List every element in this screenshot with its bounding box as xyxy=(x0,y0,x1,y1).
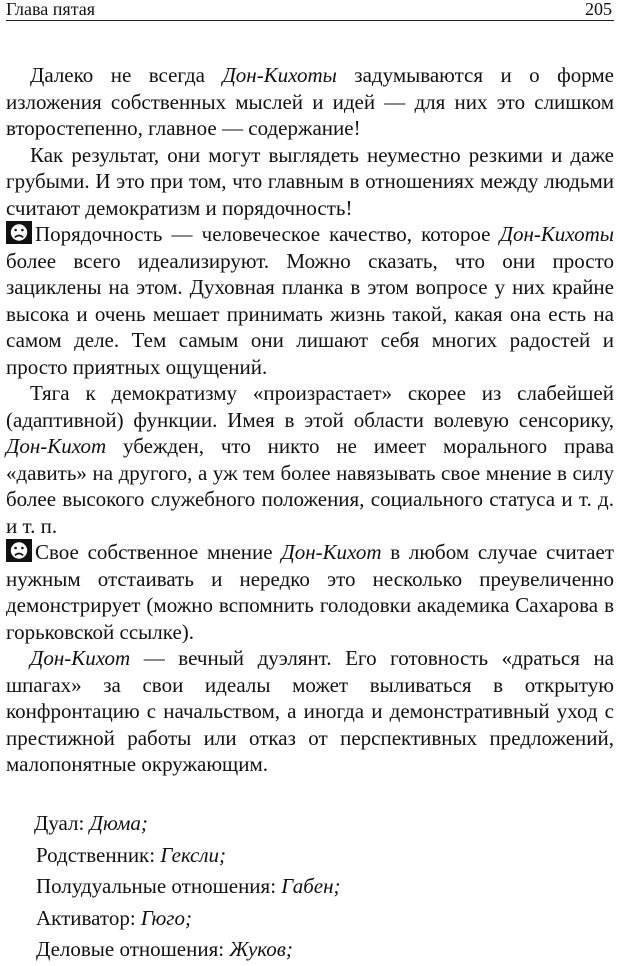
relation-value: Дюма; xyxy=(89,811,148,835)
italic-term: Дон-Кихоты xyxy=(222,63,337,87)
running-header xyxy=(6,0,614,21)
paragraph xyxy=(6,645,614,778)
relation-relative xyxy=(34,840,341,872)
text-run: в любом случае считает нужным отстаивать и нередко это несколько преувеличенно демонстрирует (можно вспомнить голодовки академика Сахарова в горьковской ссылке). xyxy=(6,540,614,644)
sad-face-icon xyxy=(6,539,32,562)
text-run: убежден, что никто не имеет морального права «давить» на другого, а уж тем более навязывать свое мнение в силу более высокого служебного положения, социального статуса и т. д. и т. п. xyxy=(6,434,614,538)
paragraph xyxy=(6,539,614,645)
text-run: Порядочность — человеческое качество, которое xyxy=(35,222,500,246)
intertype-relations xyxy=(34,808,341,966)
text-run: задумываются и о форме изложения собственных мыслей и идей — для них это слишком второстепенно, главное — содержание! xyxy=(6,63,614,140)
paragraph xyxy=(6,62,614,142)
relation-label: Деловые отношения: xyxy=(36,937,230,961)
body-text xyxy=(6,62,614,778)
relation-business xyxy=(34,934,341,966)
text-run: Тяга к демократизму «произрастает» скорее из слабейшей (адаптивной) функции. Имея в этой области волевую сенсорику, xyxy=(6,381,614,432)
page-number: 205 xyxy=(585,0,612,19)
relation-label: Полудуальные отношения: xyxy=(36,874,282,898)
relation-value: Гюго; xyxy=(140,905,192,930)
text-run: — вечный дуэлянт. Его готовность «драться на шпагах» за свои идеалы может выливаться в открытую конфронтацию с начальством, а иногда и демонстративный уход с престижной работы или отказ от перспективных предложений, малопонятные окружающим. xyxy=(6,646,614,776)
relation-dual xyxy=(34,808,341,840)
paragraph xyxy=(6,142,614,222)
relation-label: Дуал: xyxy=(34,811,90,835)
relation-value: Гексли; xyxy=(160,842,226,867)
paragraph xyxy=(6,380,614,539)
italic-term: Дон-Кихот xyxy=(6,434,107,458)
italic-term: Дон-Кихоты xyxy=(499,222,614,246)
sad-face-icon xyxy=(6,221,32,244)
text-run: Как результат, они могут выглядеть неуместно резкими и даже грубыми. И это при том, что главным в отношениях между людьми считают демократизм и порядочность! xyxy=(6,142,614,220)
relation-value: Габен; xyxy=(281,874,341,898)
relation-value: Жуков; xyxy=(229,937,293,961)
relation-label: Родственник: xyxy=(36,842,161,867)
relation-semi-dual xyxy=(34,871,341,903)
text-run: более всего идеализируют. Можно сказать, что они просто зациклены на этом. Духовная планка в этом вопросе у них крайне высока и очень мешает принимать жизнь такой, какая она есть на самом деле. Тем самым они лишают себя многих радостей и просто приятных ощущений. xyxy=(6,248,614,379)
text-run: Свое собственное мнение xyxy=(35,540,282,564)
text-run: Далеко не всегда xyxy=(30,63,223,87)
chapter-title: Глава пятая xyxy=(6,0,96,19)
relation-label: Активатор: xyxy=(36,905,141,930)
italic-term: Дон-Кихот xyxy=(281,540,382,564)
paragraph xyxy=(6,221,614,380)
relation-activator xyxy=(34,903,341,935)
italic-term: Дон-Кихот xyxy=(30,646,131,670)
